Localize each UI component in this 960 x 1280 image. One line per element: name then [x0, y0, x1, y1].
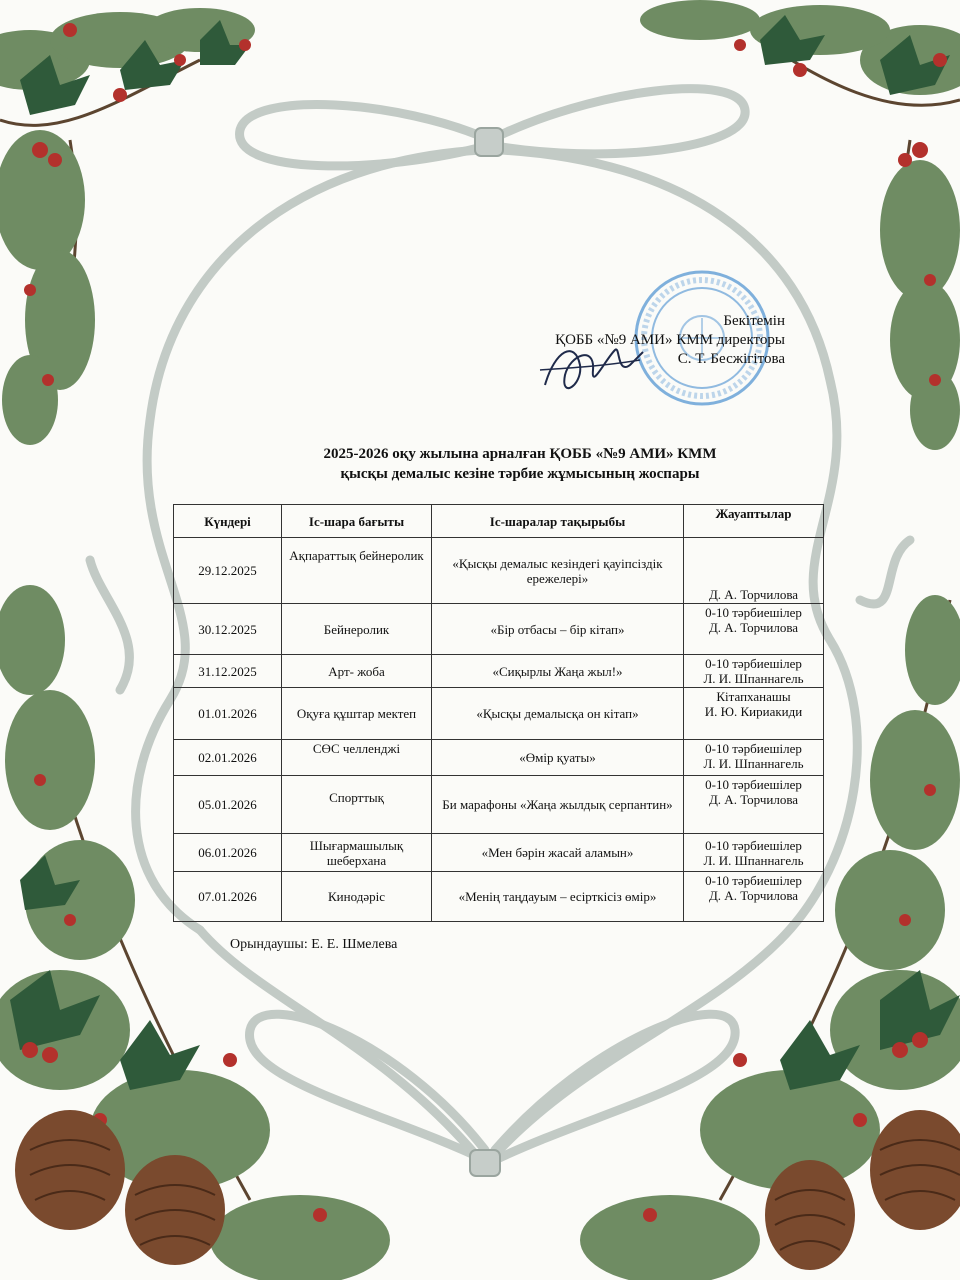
cell-topic: «Қысқы демалысқа он кітап» — [432, 688, 684, 740]
cell-date: 01.01.2026 — [174, 688, 282, 740]
cell-direction: Бейнеролик — [282, 604, 432, 655]
responsible-name: Л. И. Шпаннагель — [703, 756, 804, 771]
table-header-row — [174, 505, 824, 538]
cell-direction: Спорттық — [282, 776, 432, 834]
cell-responsible — [684, 740, 824, 776]
responsible-name: Л. И. Шпаннагель — [703, 852, 804, 868]
cell-direction: Шығармашылық шеберхана — [282, 834, 432, 872]
header-responsible: Жауаптылар — [684, 505, 824, 538]
table-row — [174, 604, 824, 655]
table-row — [174, 538, 824, 604]
cell-topic: «Өмір қуаты» — [432, 740, 684, 776]
cell-direction: СӨС челленджі — [282, 740, 432, 776]
cell-date: 06.01.2026 — [174, 834, 282, 872]
cell-topic: Би марафоны «Жаңа жылдық серпантин» — [432, 776, 684, 834]
cell-date: 29.12.2025 — [174, 538, 282, 604]
title-line-2: қысқы демалыс кезіне тәрбие жұмысының жоспары — [340, 466, 700, 482]
cell-responsible — [684, 538, 824, 604]
plan-table — [173, 504, 824, 922]
cell-topic: «Қысқы демалыс кезіндегі қауіпсіздік ережелері» — [432, 538, 684, 604]
cell-responsible — [684, 604, 824, 655]
cell-topic: «Бір отбасы – бір кітап» — [432, 604, 684, 655]
responsible-role: 0-10 тәрбиешілер — [705, 605, 802, 620]
responsible-role: 0-10 тәрбиешілер — [705, 777, 802, 792]
table-row — [174, 872, 824, 922]
cell-responsible — [684, 688, 824, 740]
cell-direction: Ақпараттық бейнеролик — [282, 538, 432, 604]
cell-date: 07.01.2026 — [174, 872, 282, 922]
approval-line-3: С. Т. Бесжігітова — [677, 351, 785, 367]
cell-responsible — [684, 872, 824, 922]
responsible-name: Д. А. Торчилова — [708, 587, 799, 602]
cell-responsible — [684, 834, 824, 872]
cell-responsible — [684, 776, 824, 834]
table-row — [174, 834, 824, 872]
responsible-role: 0-10 тәрбиешілер — [705, 656, 802, 671]
responsible-name: И. Ю. Кириакиди — [704, 704, 803, 719]
title-line-1: 2025-2026 оқу жылына арналған ҚОББ «№9 АМИ» КММ — [323, 446, 717, 462]
table-row — [174, 740, 824, 776]
cell-date: 05.01.2026 — [174, 776, 282, 834]
document-title — [0, 444, 960, 484]
responsible-role: 0-10 тәрбиешілер — [705, 837, 802, 853]
cell-direction: Арт- жоба — [282, 655, 432, 688]
table-row — [174, 688, 824, 740]
responsible-role: Кітапханашы — [716, 689, 791, 704]
cell-date: 30.12.2025 — [174, 604, 282, 655]
pine-branch-top-left — [0, 8, 255, 445]
responsible-name: Л. И. Шпаннагель — [703, 671, 804, 686]
cell-date: 02.01.2026 — [174, 740, 282, 776]
cell-topic: «Менің таңдауым – есірткісіз өмір» — [432, 872, 684, 922]
approval-block — [425, 312, 785, 369]
header-topic: Іс-шаралар тақырыбы — [432, 505, 684, 538]
header-direction: Іс-шара бағыты — [282, 505, 432, 538]
responsible-name: Д. А. Торчилова — [708, 792, 799, 807]
header-dates: Күндері — [174, 505, 282, 538]
cell-direction: Кинодәріс — [282, 872, 432, 922]
responsible-role: 0-10 тәрбиешілер — [705, 741, 802, 756]
approval-line-2: ҚОББ «№9 АМИ» КММ директоры — [555, 332, 785, 348]
cell-topic: «Мен бәрін жасай аламын» — [432, 834, 684, 872]
cell-topic: «Сиқырлы Жаңа жыл!» — [432, 655, 684, 688]
table-row — [174, 655, 824, 688]
executor-line: Орындаушы: Е. Е. Шмелева — [230, 937, 398, 952]
approval-line-1: Бекітемін — [723, 313, 785, 329]
responsible-name: Д. А. Торчилова — [708, 620, 799, 635]
cell-direction: Оқуға құштар мектеп — [282, 688, 432, 740]
cell-date: 31.12.2025 — [174, 655, 282, 688]
responsible-role: 0-10 тәрбиешілер — [705, 873, 802, 888]
responsible-name: Д. А. Торчилова — [708, 888, 799, 903]
table-row — [174, 776, 824, 834]
cell-responsible — [684, 655, 824, 688]
